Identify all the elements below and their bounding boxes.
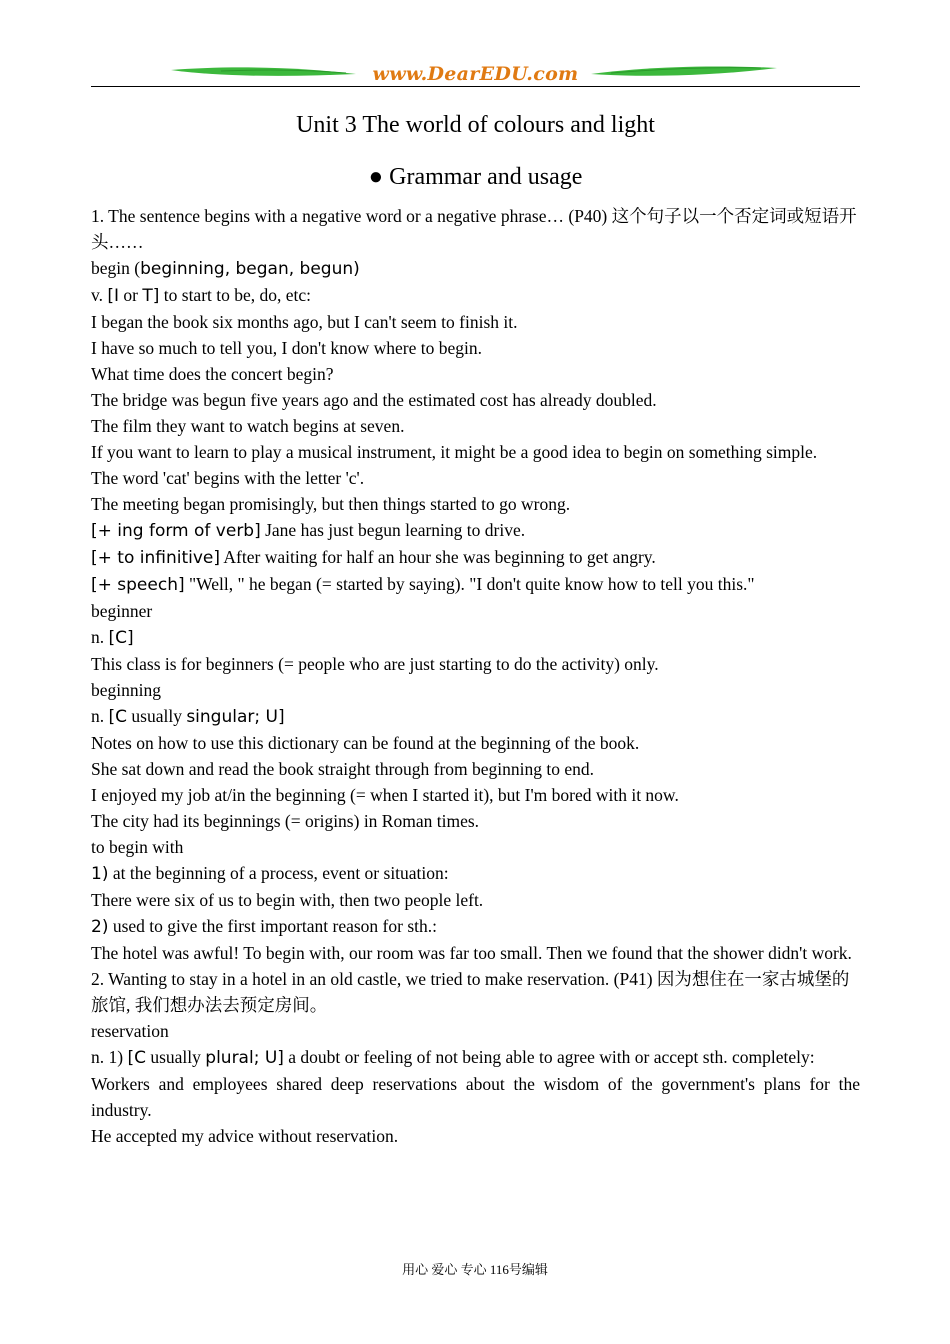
paragraph: [+ ing form of verb] Jane has just begun learning to drive.: [91, 520, 526, 541]
paragraph: I enjoyed my job at/in the beginning (= when I started it), but I'm bored with it now.: [91, 785, 679, 805]
paragraph: beginner: [91, 601, 153, 621]
paragraph: n. 1) [C usually plural; U] a doubt or feeling of not being able to agree with or accept sth. completely:: [91, 1047, 815, 1068]
paragraph: beginning: [91, 680, 161, 700]
paragraph: begin (beginning, began, begun): [91, 258, 360, 279]
page-footer: 用心 爱心 专心 116号编辑: [402, 1262, 548, 1277]
paragraph: 1. The sentence begins with a negative word or a negative phrase… (P40) 这个句子以一个否定词或短语开头……: [91, 206, 857, 252]
paragraph: to begin with: [91, 837, 184, 857]
paragraph: The film they want to watch begins at seven.: [91, 416, 405, 436]
paragraph: If you want to learn to play a musical instrument, it might be a good idea to begin on something simple.: [91, 442, 818, 462]
paragraph: This class is for beginners (= people who are just starting to do the activity) only.: [91, 654, 659, 674]
paragraph: There were six of us to begin with, then two people left.: [91, 890, 484, 910]
paragraph: n. [C usually singular; U]: [91, 706, 285, 727]
paragraph: [+ speech] "Well, " he began (= started by saying). "I don't quite know how to tell you this.": [91, 574, 755, 595]
paragraph: He accepted my advice without reservation.: [91, 1126, 399, 1146]
paragraph: v. [I or T] to start to be, do, etc:: [91, 285, 312, 306]
paragraph: What time does the concert begin?: [91, 364, 334, 384]
paragraph: I began the book six months ago, but I can't seem to finish it.: [91, 312, 518, 332]
paragraph: She sat down and read the book straight through from beginning to end.: [91, 759, 595, 779]
paragraph: 1) at the beginning of a process, event or situation:: [91, 863, 449, 884]
site-logo-text: www.DearEDU.com: [372, 63, 579, 85]
paragraph: The word 'cat' begins with the letter 'c'.: [91, 468, 365, 488]
paragraph: 2. Wanting to stay in a hotel in an old castle, we tried to make reservation. (P41) 因为想住在一家古城堡的旅馆, 我们想办法去预定房间。: [91, 969, 850, 1015]
paragraph: Notes on how to use this dictionary can be found at the beginning of the book.: [91, 733, 640, 753]
paragraph: The bridge was begun five years ago and the estimated cost has already doubled.: [91, 390, 657, 410]
header-rule: [91, 86, 860, 87]
paragraph: reservation: [91, 1021, 169, 1041]
paragraph: I have so much to tell you, I don't know where to begin.: [91, 338, 482, 358]
paragraph: The hotel was awful! To begin with, our room was far too small. Then we found that the shower didn't work.: [91, 943, 852, 963]
paragraph: 2) used to give the first important reason for sth.:: [91, 916, 437, 937]
paragraph: Workers and employees shared deep reservations about the wisdom of the government's plans for the industry.: [91, 1074, 860, 1120]
paragraph: The city had its beginnings (= origins) in Roman times.: [91, 811, 480, 831]
paragraph: n. [C]: [91, 627, 134, 648]
paragraph: [+ to infinitive] After waiting for half an hour she was beginning to get angry.: [91, 547, 656, 568]
section-title: ● Grammar and usage: [368, 164, 583, 190]
page-header: [91, 60, 860, 88]
document-body: [91, 203, 860, 1149]
paragraph: The meeting began promisingly, but then things started to go wrong.: [91, 494, 571, 514]
unit-title: Unit 3 The world of colours and light: [296, 112, 655, 138]
